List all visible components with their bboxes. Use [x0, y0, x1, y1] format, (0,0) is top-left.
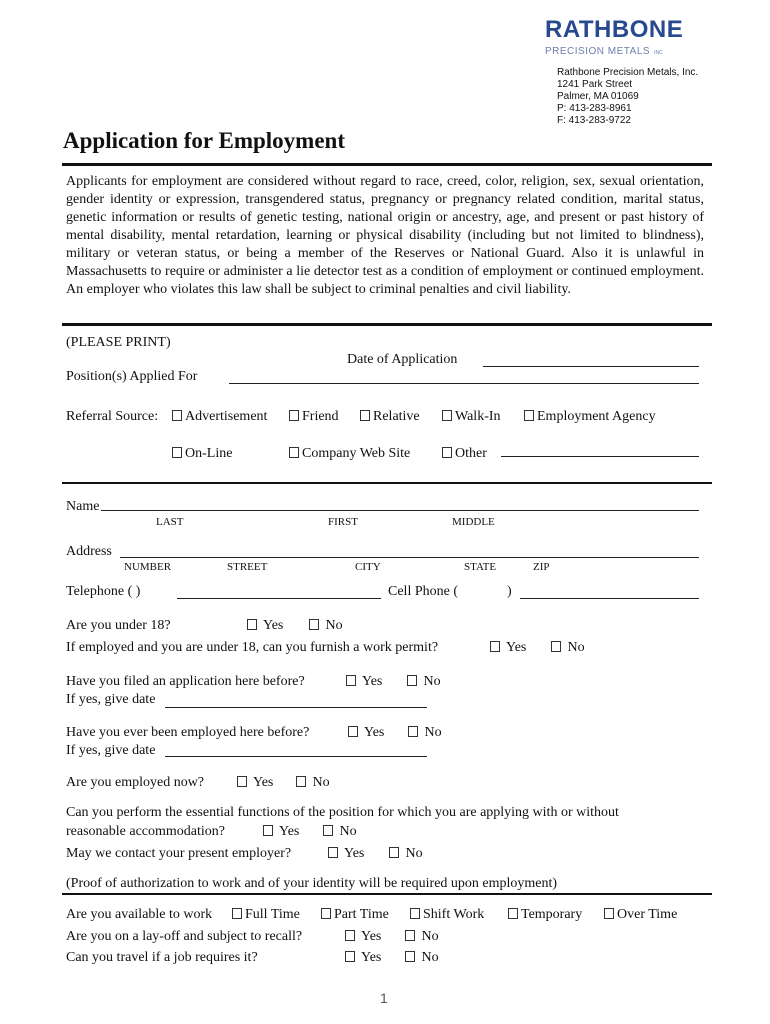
under18-no-option[interactable]: No — [309, 618, 343, 634]
checkbox[interactable] — [410, 908, 420, 919]
telephone-label: Telephone ( ) — [66, 584, 141, 599]
employed-before-no-option[interactable]: No — [408, 725, 442, 741]
name-middle-caption: MIDDLE — [452, 516, 495, 528]
checkbox[interactable] — [508, 908, 518, 919]
positions-applied-label: Position(s) Applied For — [66, 369, 198, 384]
employed-now-no-option[interactable]: No — [296, 775, 330, 791]
checkbox[interactable] — [309, 619, 319, 630]
filed-before-no-option[interactable]: No — [407, 674, 441, 690]
address-line: P: 413-283-8961 — [557, 103, 632, 114]
essential-no-option[interactable]: No — [323, 824, 357, 840]
divider — [62, 893, 712, 895]
contact-employer-yes-option[interactable]: Yes — [328, 846, 364, 862]
checkbox[interactable] — [604, 908, 614, 919]
cell-phone-label: Cell Phone ( — [388, 584, 458, 599]
logo-suffix-text: INC — [654, 50, 663, 56]
disclaimer-text: Applicants for employment are considered without regard to race, creed, color, religion, sex, sexual orientation, gender identity or expression, transgendered status, pregnancy or pregnancy related condition, marital status, genetic information or results of genetic testing, national origin or ancestry, age, and present or past history of mental disability, mental retardation, learning or physical disability (including but not limited to blindness), military or veteran status, or being a member of the Reserves or National Guard. Also it is unlawful in Massachusetts to require or administer a lie detector test as a condition of employment or continued employment. An employer who violates this law shall be subject to criminal penalties and civil liability. — [66, 174, 704, 297]
checkbox[interactable] — [296, 776, 306, 787]
address-field[interactable] — [120, 557, 699, 558]
essential-functions-question-cont: reasonable accommodation? — [66, 824, 225, 839]
address-line: F: 413-283-9722 — [557, 115, 631, 126]
under18-question: Are you under 18? — [66, 618, 171, 633]
date-of-application-field[interactable] — [483, 366, 699, 367]
proof-of-authorization-note: (Proof of authorization to work and of your identity will be required upon employment) — [66, 876, 558, 891]
company-address — [557, 67, 698, 127]
divider — [62, 323, 712, 326]
filed-before-yes-option[interactable]: Yes — [346, 674, 382, 690]
checkbox[interactable] — [551, 641, 561, 652]
essential-functions-question: Can you perform the essential functions of the position for which you are applying with or without — [66, 805, 619, 820]
checkbox[interactable] — [389, 847, 399, 858]
employed-before-yes-option[interactable]: Yes — [348, 725, 384, 741]
availability-shiftwork-option[interactable]: Shift Work — [410, 907, 484, 923]
referral-advertisement-option[interactable]: Advertisement — [172, 409, 267, 425]
employed-now-yes-option[interactable]: Yes — [237, 775, 273, 791]
travel-no-option[interactable]: No — [405, 950, 439, 966]
checkbox[interactable] — [345, 930, 355, 941]
referral-website-option[interactable]: Company Web Site — [289, 446, 410, 462]
checkbox[interactable] — [289, 410, 299, 421]
checkbox[interactable] — [172, 447, 182, 458]
checkbox[interactable] — [237, 776, 247, 787]
company-logo — [545, 16, 683, 59]
referral-other-field[interactable] — [501, 456, 699, 457]
checkbox[interactable] — [323, 825, 333, 836]
contact-employer-no-option[interactable]: No — [389, 846, 423, 862]
work-permit-no-option[interactable]: No — [551, 640, 585, 656]
employed-before-date-field[interactable] — [165, 756, 427, 757]
cell-phone-close: ) — [507, 584, 512, 599]
referral-friend-option[interactable]: Friend — [289, 409, 339, 425]
referral-walkin-option[interactable]: Walk-In — [442, 409, 501, 425]
layoff-question: Are you on a lay-off and subject to recall? — [66, 929, 303, 944]
address-state-caption: STATE — [464, 561, 497, 573]
availability-overtime-option[interactable]: Over Time — [604, 907, 677, 923]
address-zip-caption: ZIP — [533, 561, 550, 573]
address-line: 1241 Park Street — [557, 79, 633, 90]
checkbox[interactable] — [405, 951, 415, 962]
referral-agency-option[interactable]: Employment Agency — [524, 409, 656, 425]
checkbox[interactable] — [289, 447, 299, 458]
availability-temporary-option[interactable]: Temporary — [508, 907, 582, 923]
checkbox[interactable] — [490, 641, 500, 652]
page-title: Application for Employment — [63, 128, 345, 153]
date-of-application-label: Date of Application — [347, 352, 458, 367]
availability-parttime-option[interactable]: Part Time — [321, 907, 389, 923]
referral-other-option[interactable]: Other — [442, 446, 487, 462]
checkbox[interactable] — [321, 908, 331, 919]
checkbox[interactable] — [442, 447, 452, 458]
name-first-caption: FIRST — [328, 516, 358, 528]
checkbox[interactable] — [346, 675, 356, 686]
address-label: Address — [66, 544, 112, 559]
work-permit-yes-option[interactable]: Yes — [490, 640, 526, 656]
checkbox[interactable] — [328, 847, 338, 858]
checkbox[interactable] — [172, 410, 182, 421]
layoff-yes-option[interactable]: Yes — [345, 929, 381, 945]
travel-question: Can you travel if a job requires it? — [66, 950, 258, 965]
essential-yes-option[interactable]: Yes — [263, 824, 299, 840]
checkbox[interactable] — [232, 908, 242, 919]
please-print-label: (PLEASE PRINT) — [66, 335, 171, 350]
checkbox[interactable] — [360, 410, 370, 421]
divider — [62, 163, 712, 166]
travel-yes-option[interactable]: Yes — [345, 950, 381, 966]
checkbox[interactable] — [247, 619, 257, 630]
checkbox[interactable] — [442, 410, 452, 421]
name-label: Name — [66, 499, 100, 514]
address-line: Rathbone Precision Metals, Inc. — [557, 67, 699, 78]
layoff-no-option[interactable]: No — [405, 929, 439, 945]
referral-relative-option[interactable]: Relative — [360, 409, 420, 425]
name-last-caption: LAST — [156, 516, 184, 528]
checkbox[interactable] — [524, 410, 534, 421]
filed-before-date-field[interactable] — [165, 707, 427, 708]
telephone-field[interactable] — [177, 598, 381, 599]
checkbox[interactable] — [263, 825, 273, 836]
work-permit-question: If employed and you are under 18, can you furnish a work permit? — [66, 640, 439, 655]
employed-now-question: Are you employed now? — [66, 775, 205, 790]
address-street-caption: STREET — [227, 561, 268, 573]
referral-source-label: Referral Source: — [66, 409, 159, 424]
cell-phone-field[interactable] — [520, 598, 699, 599]
address-line: Palmer, MA 01069 — [557, 91, 639, 102]
filed-before-date-label: If yes, give date — [66, 692, 156, 707]
positions-applied-field[interactable] — [229, 383, 699, 384]
name-field[interactable] — [101, 510, 699, 511]
checkbox[interactable] — [408, 726, 418, 737]
address-number-caption: NUMBER — [124, 561, 172, 573]
page-number: 1 — [380, 990, 388, 1006]
contact-employer-question: May we contact your present employer? — [66, 846, 292, 861]
logo-main-text: RATHBONE — [545, 16, 684, 43]
employed-before-question: Have you ever been employed here before? — [66, 725, 310, 740]
checkbox[interactable] — [407, 675, 417, 686]
logo-sub-text: PRECISION METALS — [545, 46, 651, 57]
checkbox[interactable] — [348, 726, 358, 737]
address-city-caption: CITY — [355, 561, 381, 573]
under18-yes-option[interactable]: Yes — [247, 618, 283, 634]
referral-online-option[interactable]: On-Line — [172, 446, 232, 462]
availability-fulltime-option[interactable]: Full Time — [232, 907, 300, 923]
checkbox[interactable] — [345, 951, 355, 962]
filed-before-question: Have you filed an application here before? — [66, 674, 305, 689]
employed-before-date-label: If yes, give date — [66, 743, 156, 758]
availability-question: Are you available to work — [66, 907, 213, 922]
checkbox[interactable] — [405, 930, 415, 941]
divider — [62, 482, 712, 484]
